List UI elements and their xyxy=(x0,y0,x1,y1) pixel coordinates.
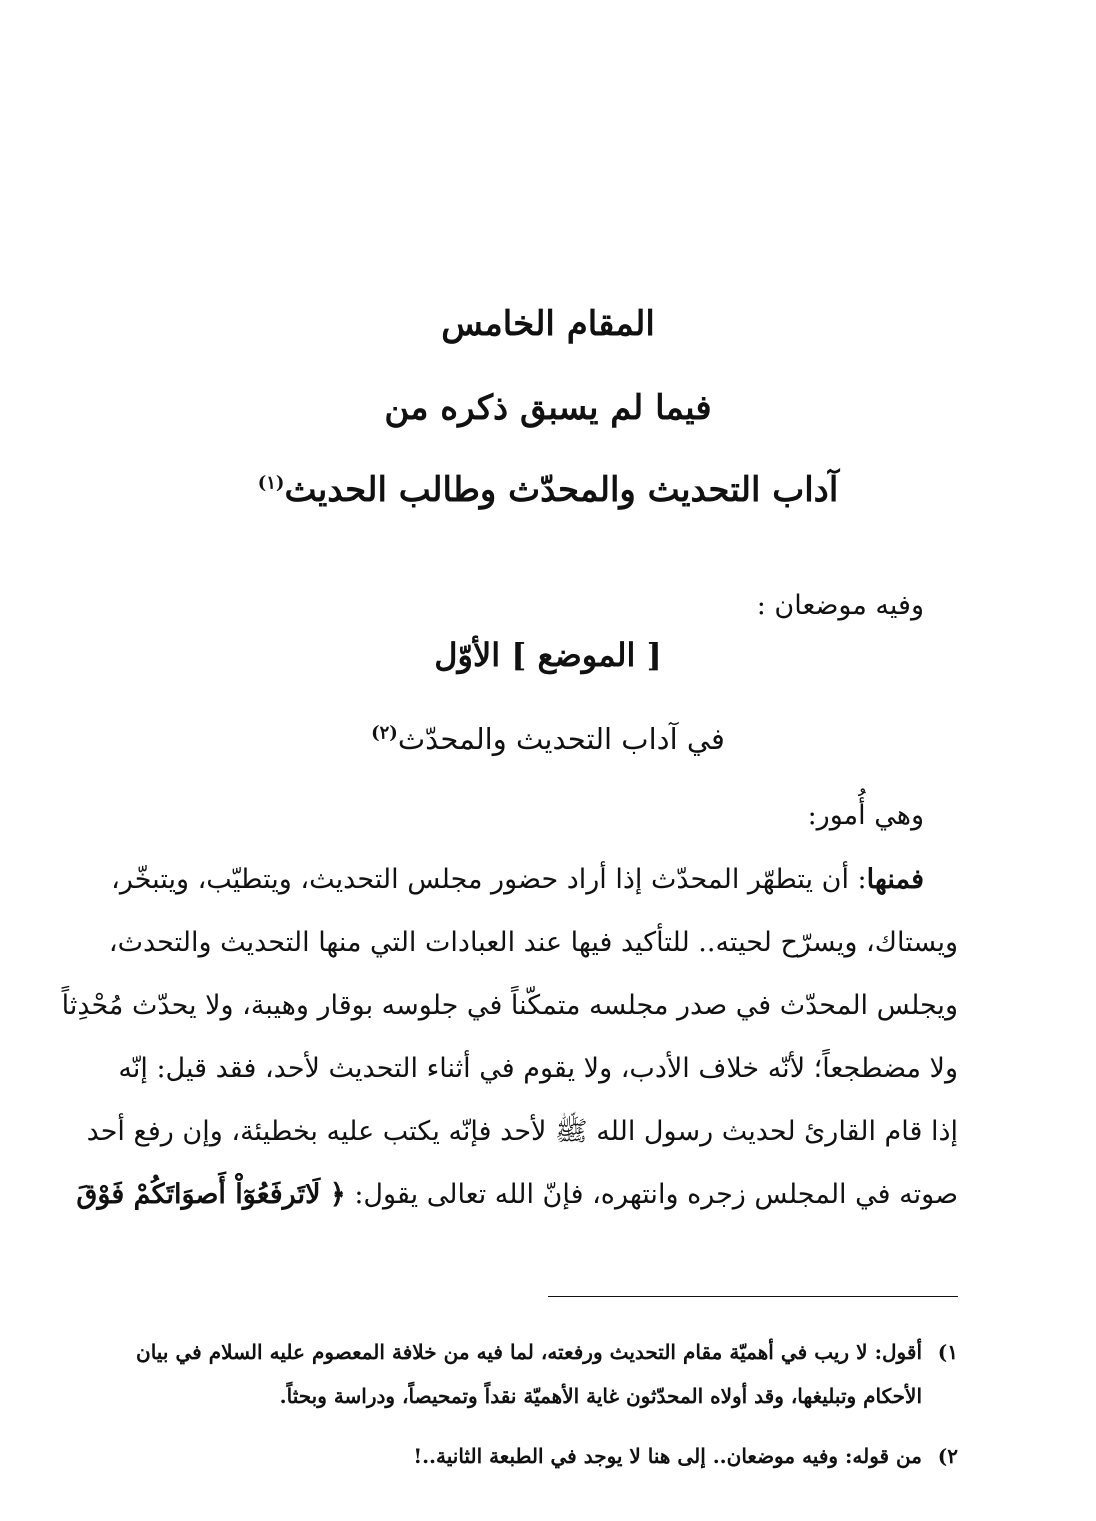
quran-quote: ﴿ لَاتَرفَعُوٓاْ أَصوَاتَكُمْ فَوْقَ xyxy=(76,1179,346,1210)
lead-text: وهي أُمور: xyxy=(807,800,924,831)
paragraph-line-2: ويستاك، ويسرّح لحيته.. للتأكيد فيها عند العبادات التي منها التحديث والتحدث، xyxy=(108,927,958,958)
paragraph-line-1-text: : أن يتطهّر المحدّث إذا أراد حضور مجلس التحديث، ويتطيّب، ويتبخّر، xyxy=(111,864,867,895)
footnote-number: ٢) xyxy=(937,1444,958,1468)
paragraph-line-6 xyxy=(76,1163,958,1226)
chapter-subtitle-2-text: آداب التحديث والمحدّث وطالب الحديث xyxy=(284,470,839,510)
footnote-1 xyxy=(136,1330,958,1418)
section-subtitle xyxy=(0,722,1096,756)
footnote-body xyxy=(136,1330,922,1418)
paragraph-line-5: إذا قام القارئ لحديث رسول الله ﷺ لأحد فإنّه يكتب عليه بخطيئة، وإن رفع أحد xyxy=(86,1116,958,1147)
footnote-body xyxy=(136,1434,922,1478)
section-title: [ الموضع ] الأوّل xyxy=(434,636,662,674)
intro-text: وفيه موضعان : xyxy=(756,590,924,621)
paragraph-line-4: ولا مضطجعاً؛ لأنّه خلاف الأدب، ولا يقوم في أثناء التحديث لأحد، فقد قيل: إنّه xyxy=(118,1053,958,1084)
footnote-line: أقول: لا ريب في أهميّة مقام التحديث ورفعته، لما فيه من خلافة المعصوم عليه السلام في بيان xyxy=(136,1340,922,1364)
footnote-line: الأحكام وتبليغها، وقد أولاه المحدّثون غاية الأهميّة نقداً وتمحيصاً، ودراسة وبحثاً. xyxy=(279,1384,922,1408)
chapter-subtitle-2 xyxy=(0,470,1096,510)
footnote-2 xyxy=(136,1434,958,1478)
chapter-subtitle: فيما لم يسبق ذكره من xyxy=(384,388,712,428)
footnote-line: من قوله: وفيه موضعان.. إلى هنا لا يوجد في الطبعة الثانية..! xyxy=(413,1444,922,1468)
paragraph-line-3: ويجلس المحدّث في صدر مجلسه متمكّناً في جلوسه بوقار وهيبة، ولا يحدّث مُحْدِثاً xyxy=(61,990,958,1021)
paragraph-lead-word: فمنها xyxy=(866,864,924,895)
paragraph-line-1 xyxy=(111,848,958,911)
footnote-ref-2[interactable]: (٢) xyxy=(371,722,398,744)
footnote-separator xyxy=(548,1296,958,1297)
paragraph-line-6-text: صوته في المجلس زجره وانتهره، فإنّ الله تعالى يقول: xyxy=(354,1179,958,1210)
body-paragraph xyxy=(61,848,958,1226)
footnotes xyxy=(136,1330,958,1478)
footnote-number: ١) xyxy=(937,1340,958,1364)
footnote-ref-1[interactable]: (١) xyxy=(257,472,285,494)
chapter-title: المقام الخامس xyxy=(441,304,655,344)
section-subtitle-text: في آداب التحديث والمحدّث xyxy=(397,722,725,756)
